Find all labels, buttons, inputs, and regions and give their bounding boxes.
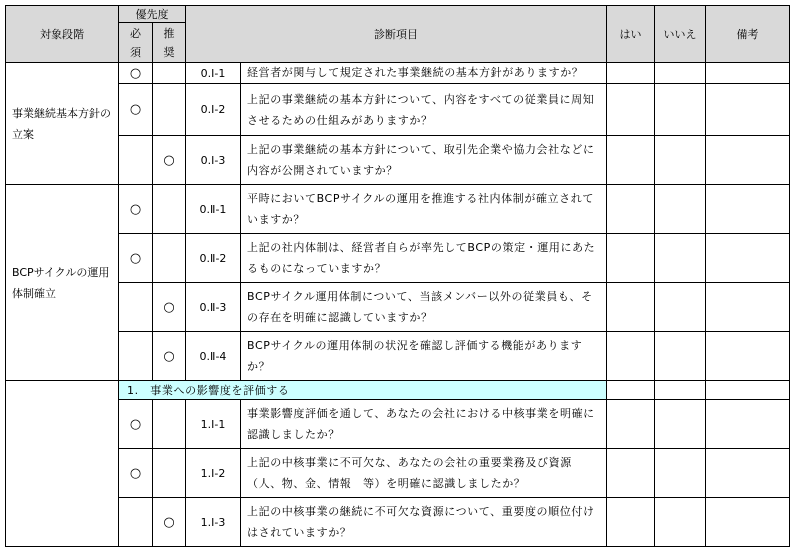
- remarks-cell[interactable]: [706, 63, 790, 84]
- question-text: BCPサイクル運用体制について、当該メンバー以外の従業員も、その存在を明確に認識していますか？: [241, 283, 607, 332]
- header-remarks: 備考: [706, 6, 790, 63]
- remarks-cell[interactable]: [706, 498, 790, 547]
- remarks-cell[interactable]: [706, 283, 790, 332]
- no-cell[interactable]: [655, 449, 706, 498]
- item-code: 1.Ⅰ-1: [186, 400, 241, 449]
- question-text: BCPサイクルの運用体制の状況を確認し評価する機能がありますか？: [241, 332, 607, 381]
- no-cell[interactable]: [655, 136, 706, 185]
- question-text: 上記の中核事業の継続に不可欠な資源について、重要度の順位付けはされていますか？: [241, 498, 607, 547]
- stage-label-empty: [6, 381, 119, 547]
- header-priority: 優先度: [119, 6, 186, 23]
- recommended-mark: ○: [153, 332, 186, 381]
- yes-cell[interactable]: [607, 449, 655, 498]
- no-cell[interactable]: [655, 498, 706, 547]
- yes-cell[interactable]: [607, 63, 655, 84]
- question-text: 平時においてBCPサイクルの運用を推進する社内体制が確立されていますか？: [241, 185, 607, 234]
- yes-cell: [607, 381, 655, 400]
- yes-cell[interactable]: [607, 332, 655, 381]
- recommended-mark: ○: [153, 498, 186, 547]
- item-code: 0.Ⅱ-3: [186, 283, 241, 332]
- yes-cell[interactable]: [607, 400, 655, 449]
- item-code: 0.Ⅱ-2: [186, 234, 241, 283]
- required-cell: [119, 283, 153, 332]
- required-mark: ○: [119, 84, 153, 136]
- question-text: 上記の事業継続の基本方針について、取引先企業や協力会社などに内容が公開されていますか？: [241, 136, 607, 185]
- yes-cell[interactable]: [607, 498, 655, 547]
- question-text: 事業影響度評価を通して、あなたの会社における中核事業を明確に認識しましたか？: [241, 400, 607, 449]
- question-text: 経営者が関与して規定された事業継続の基本方針がありますか？: [241, 63, 607, 84]
- yes-cell[interactable]: [607, 234, 655, 283]
- recommended-cell: [153, 84, 186, 136]
- recommended-mark: ○: [153, 283, 186, 332]
- yes-cell[interactable]: [607, 136, 655, 185]
- recommended-cell: [153, 185, 186, 234]
- item-code: 1.Ⅰ-3: [186, 498, 241, 547]
- required-cell: [119, 332, 153, 381]
- remarks-cell[interactable]: [706, 400, 790, 449]
- question-text: 上記の事業継続の基本方針について、内容をすべての従業員に周知させるための仕組みがありますか？: [241, 84, 607, 136]
- no-cell[interactable]: [655, 283, 706, 332]
- yes-cell[interactable]: [607, 283, 655, 332]
- item-code: 0.Ⅱ-1: [186, 185, 241, 234]
- required-mark: ○: [119, 400, 153, 449]
- no-cell[interactable]: [655, 234, 706, 283]
- required-mark: ○: [119, 449, 153, 498]
- recommended-cell: [153, 400, 186, 449]
- remarks-cell[interactable]: [706, 332, 790, 381]
- recommended-cell: [153, 449, 186, 498]
- no-cell[interactable]: [655, 185, 706, 234]
- required-cell: [119, 498, 153, 547]
- question-text: 上記の社内体制は、経営者自らが率先してBCPの策定・運用にあたるものになっていますか？: [241, 234, 607, 283]
- header-no: いいえ: [655, 6, 706, 63]
- no-cell[interactable]: [655, 63, 706, 84]
- required-mark: ○: [119, 234, 153, 283]
- recommended-cell: [153, 234, 186, 283]
- question-text: 上記の中核事業に不可欠な、あなたの会社の重要業務及び資源（人、物、金、情報 等）を明確に認識しましたか？: [241, 449, 607, 498]
- no-cell: [655, 381, 706, 400]
- remarks-cell[interactable]: [706, 185, 790, 234]
- diagnosis-table: [5, 5, 790, 547]
- yes-cell[interactable]: [607, 84, 655, 136]
- remarks-cell[interactable]: [706, 449, 790, 498]
- recommended-mark: ○: [153, 136, 186, 185]
- no-cell[interactable]: [655, 84, 706, 136]
- stage-label: BCPサイクルの運用体制確立: [6, 185, 119, 381]
- header-yes: はい: [607, 6, 655, 63]
- remarks-cell[interactable]: [706, 234, 790, 283]
- header-item: 診断項目: [186, 6, 607, 63]
- item-code: 0.Ⅰ-1: [186, 63, 241, 84]
- item-code: 1.Ⅰ-2: [186, 449, 241, 498]
- remarks-cell[interactable]: [706, 84, 790, 136]
- item-code: 0.Ⅰ-2: [186, 84, 241, 136]
- no-cell[interactable]: [655, 400, 706, 449]
- required-mark: ○: [119, 185, 153, 234]
- required-mark: ○: [119, 63, 153, 84]
- yes-cell[interactable]: [607, 185, 655, 234]
- header-stage: 対象段階: [6, 6, 119, 63]
- no-cell[interactable]: [655, 332, 706, 381]
- item-code: 0.Ⅰ-3: [186, 136, 241, 185]
- header-required: 必須: [119, 23, 153, 63]
- remarks-cell: [706, 381, 790, 400]
- section-heading: 1. 事業への影響度を評価する: [119, 381, 607, 400]
- remarks-cell[interactable]: [706, 136, 790, 185]
- recommended-cell: [153, 63, 186, 84]
- item-code: 0.Ⅱ-4: [186, 332, 241, 381]
- header-recommended: 推奨: [153, 23, 186, 63]
- stage-label: 事業継続基本方針の立案: [6, 63, 119, 185]
- required-cell: [119, 136, 153, 185]
